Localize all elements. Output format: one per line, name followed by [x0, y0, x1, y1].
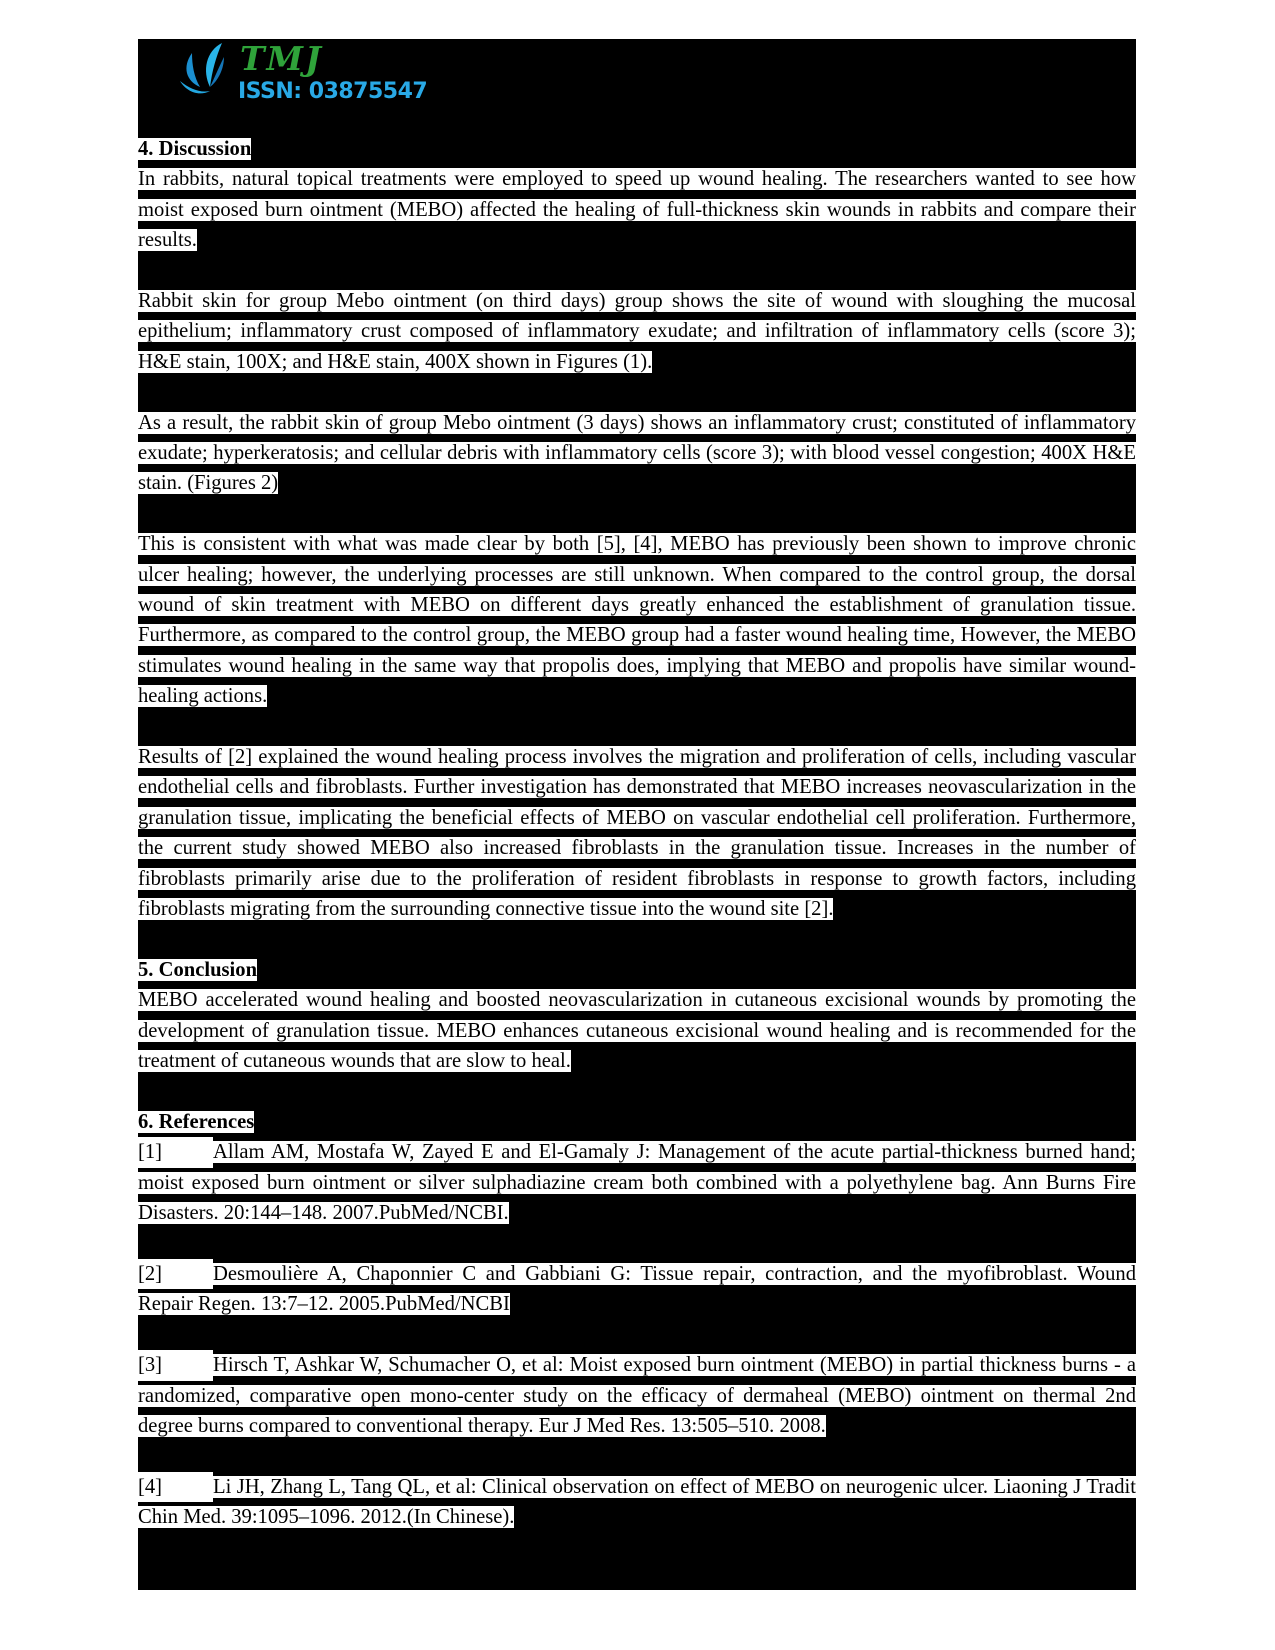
reference-number: [1] — [138, 1137, 213, 1167]
discussion-paragraph: This is consistent with what was made clear by both [5], [4], MEBO has previously been shown to improve chronic ulcer healing; however, the underlying processes are still unknown. When compared to the control group, the dorsal wound of skin treatment with MEBO on different days greatly enhanced the establishment of granulation tissue. Furthermore, as compared to the control group, the MEBO group had a faster wound healing time, However, the MEBO stimulates wound healing in the same way that propolis does, implying that MEBO and propolis have similar wound-healing actions. — [138, 533, 1136, 708]
journal-logo — [172, 41, 432, 111]
reference-number: [2] — [138, 1259, 213, 1289]
discussion-paragraph: Results of [2] explained the wound healing process involves the migration and proliferation of cells, including vascular endothelial cells and fibroblasts. Further investigation has demonstrated that MEBO increases neovascularization in the granulation tissue, implicating the beneficial effects of MEBO on vascular endothelial cell proliferation. Furthermore, the current study showed MEBO also increased fibroblasts in the granulation tissue. Increases in the number of fibroblasts primarily arise due to the proliferation of resident fibroblasts in response to growth factors, including fibroblasts migrating from the surrounding connective tissue into the wound site [2]. — [138, 746, 1136, 921]
discussion-paragraph: Rabbit skin for group Mebo ointment (on third days) group shows the site of wound with sloughing the mucosal epithelium; inflammatory crust composed of inflammatory exudate; and infiltration of inflammatory cells (score 3); H&E stain, 100X; and H&E stain, 400X shown in Figures (1). — [138, 290, 1136, 373]
reference-item — [138, 1137, 1136, 1228]
discussion-paragraph: In rabbits, natural topical treatments were employed to speed up wound healing. The researchers wanted to see how moist exposed burn ointment (MEBO) affected the healing of full-thickness skin wounds in rabbits and compare their results. — [138, 168, 1136, 252]
reference-text: Desmoulière A, Chaponnier C and Gabbiani G: Tissue repair, contraction, and the myofibroblast. Wound Repair Regen. 13:7–12. 2005.PubMed/NCBI — [138, 1262, 1136, 1316]
paragraph-gap — [138, 377, 1136, 407]
discussion-heading: 4. Discussion — [138, 138, 252, 160]
discussion-paragraph: As a result, the rabbit skin of group Mebo ointment (3 days) shows an inflammatory crust; constituted of inflammatory exudate; hyperkeratosis; and cellular debris with inflammatory cells (score 3); with blood vessel congestion; 400X H&E stain. (Figures 2) — [138, 411, 1136, 495]
paragraph-gap — [138, 1320, 1136, 1350]
reference-text: Allam AM, Mostafa W, Zayed E and El-Gamaly J: Management of the acute partial-thickness burned hand; moist exposed burn ointment or silver sulphadiazine cream both combined with a polyethylene bag. Ann Burns Fire Disasters. 20:144–148. 2007.PubMed/NCBI. — [138, 1141, 1136, 1225]
leaf-swoosh-icon — [172, 41, 238, 107]
paragraph-gap — [138, 1077, 1136, 1107]
redacted-page-background — [138, 39, 1136, 1590]
reference-number: [4] — [138, 1472, 213, 1502]
paragraph-gap — [138, 256, 1136, 286]
reference-text: Li JH, Zhang L, Tang QL, et al: Clinical observation on effect of MEBO on neurogenic ulcer. Liaoning J Tradit Chin Med. 39:1095–1096. 2012.(In Chinese). — [138, 1475, 1136, 1529]
conclusion-heading: 5. Conclusion — [138, 958, 258, 981]
reference-item — [138, 1259, 1136, 1320]
paragraph-gap — [138, 499, 1136, 529]
reference-item — [138, 1472, 1136, 1533]
references-heading: 6. References — [138, 1110, 255, 1133]
reference-text: Hirsch T, Ashkar W, Schumacher O, et al: Moist exposed burn ointment (MEBO) in partial thickness burns - a randomized, comparative open mono-center study on the efficacy of dermaheal (MEBO) ointment on thermal 2nd degree burns compared to conventional therapy. Eur J Med Res. 13:505–510. 2008. — [138, 1354, 1136, 1437]
paragraph-gap — [138, 1229, 1136, 1259]
conclusion-paragraph: MEBO accelerated wound healing and boosted neovascularization in cutaneous excisional wounds by promoting the development of granulation tissue. MEBO enhances cutaneous excisional wound healing and is recommended for the treatment of cutaneous wounds that are slow to heal. — [138, 989, 1136, 1073]
logo-title: TMJ — [240, 39, 323, 78]
logo-issn: ISSN: 03875547 — [238, 79, 428, 104]
reference-item — [138, 1350, 1136, 1441]
reference-number: [3] — [138, 1350, 213, 1380]
paragraph-gap — [138, 1441, 1136, 1471]
article-body — [138, 134, 1136, 1533]
paragraph-gap — [138, 925, 1136, 955]
paragraph-gap — [138, 712, 1136, 742]
